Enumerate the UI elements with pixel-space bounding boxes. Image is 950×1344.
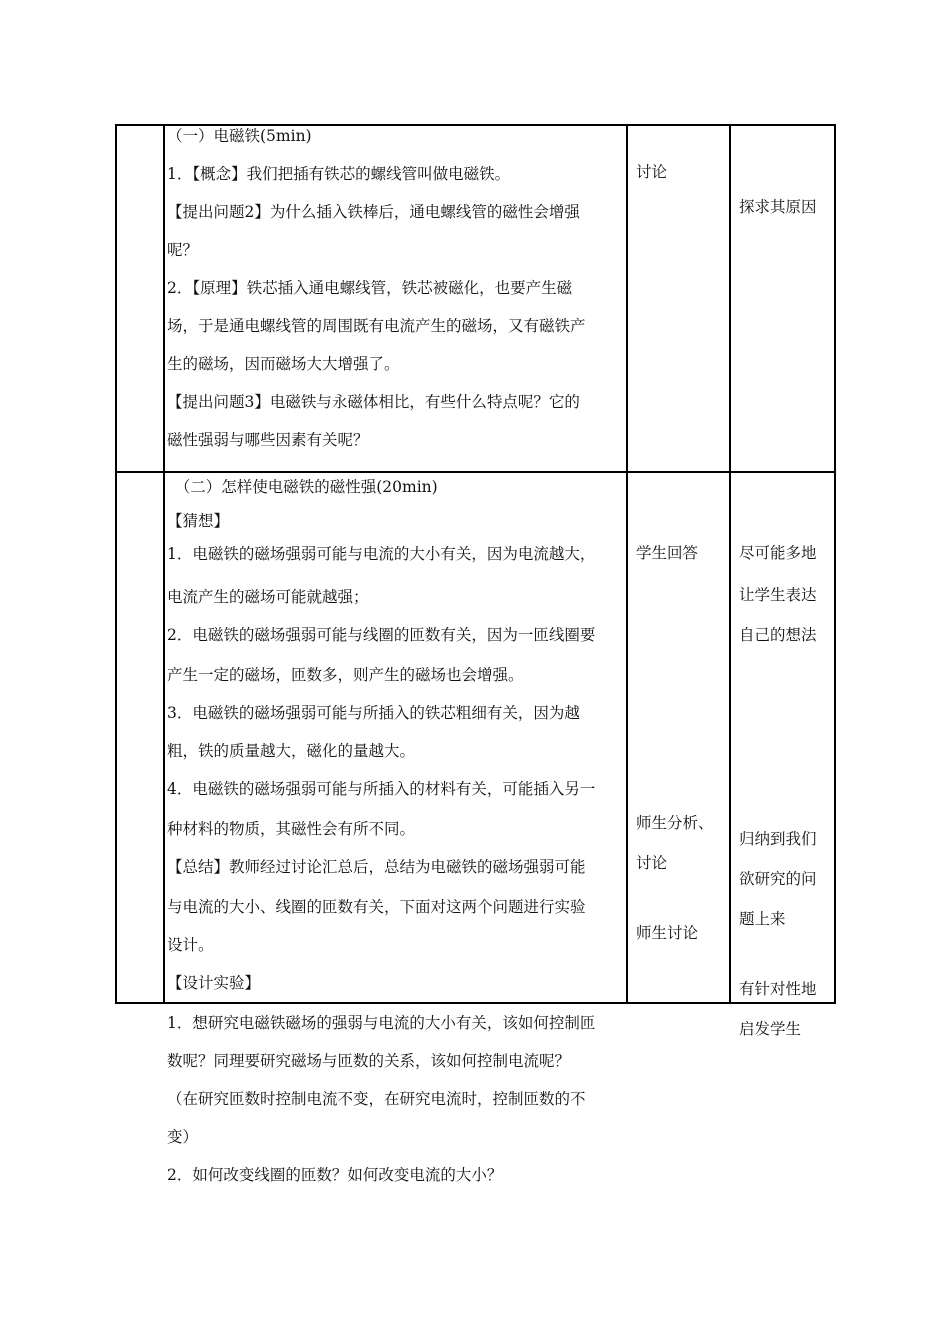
content-line: 1．电磁铁的磁场强弱可能与电流的大小有关，因为电流越大， (167, 545, 596, 563)
table-row (116, 125, 835, 472)
intent-text: 让学生表达 (739, 586, 817, 604)
content-line: 3．电磁铁的磁场强弱可能与所插入的铁芯粗细有关，因为越 (167, 704, 580, 722)
content-line: 【提出问题2】为什么插入铁棒后，通电螺线管的磁性会增强 (167, 203, 580, 221)
content-line: 【设计实验】 (167, 974, 261, 992)
content-line: 数呢？同理要研究磁场与匝数的关系，该如何控制电流呢？ (167, 1052, 571, 1070)
design-intent-cell (730, 472, 835, 1038)
content-line: 种材料的物质，其磁性会有所不同。 (167, 820, 416, 838)
content-line: 生的磁场，因而磁场大大增强了。 (167, 355, 400, 373)
content-line: 粗，铁的质量越大，磁化的量越大。 (167, 742, 416, 760)
intent-text: 尽可能多地 (739, 544, 817, 562)
content-line: 电流产生的磁场可能就越强； (167, 588, 369, 606)
content-line: 与电流的大小、线圈的匝数有关，下面对这两个问题进行实验 (167, 898, 586, 916)
intent-text: 有针对性地 (739, 980, 817, 998)
content-line: 变） (167, 1128, 199, 1146)
activity-text: 讨论 (636, 854, 668, 872)
content-line: 1．想研究电磁铁磁场的强弱与电流的大小有关，该如何控制匝 (167, 1014, 596, 1032)
content-line: 【猜想】 (167, 512, 230, 530)
content-line: 呢？ (167, 241, 199, 259)
lesson-plan-table (115, 124, 836, 1184)
content-line: 2．如何改变线圈的匝数？如何改变电流的大小？ (167, 1166, 503, 1184)
intent-text: 归纳到我们 (739, 830, 817, 848)
content-line: 场，于是通电螺线管的周围既有电流产生的磁场，又有磁铁产 (167, 317, 586, 335)
intent-text: 题上来 (739, 910, 786, 928)
content-line: 2．【原理】铁芯插入通电螺线管，铁芯被磁化，也要产生磁 (167, 279, 573, 297)
content-line: （在研究匝数时控制电流不变，在研究电流时，控制匝数的不 (167, 1090, 586, 1108)
table-row (116, 472, 835, 1003)
content-line: 设计。 (167, 936, 214, 954)
teaching-content-cell (164, 125, 627, 472)
intent-text: 自己的想法 (739, 626, 817, 644)
activity-text: 师生讨论 (636, 924, 699, 942)
empty-cell (116, 125, 164, 472)
content-line: 【总结】教师经过讨论汇总后，总结为电磁铁的磁场强弱可能 (167, 858, 586, 876)
content-line: 1．【概念】我们把插有铁芯的螺线管叫做电磁铁。 (167, 165, 511, 183)
intent-text: 探求其原因 (739, 198, 817, 216)
content-line: 4．电磁铁的磁场强弱可能与所插入的材料有关，可能插入另一 (167, 780, 596, 798)
activity-text: 讨论 (636, 163, 668, 181)
section-heading: （一）电磁铁(5min) (167, 127, 312, 145)
activity-text: 师生分析、 (636, 814, 714, 832)
content-line: 2．电磁铁的磁场强弱可能与线圈的匝数有关，因为一匝线圈要 (167, 626, 596, 644)
design-intent-cell (730, 125, 835, 472)
content-line: 产生一定的磁场，匝数多，则产生的磁场也会增强。 (167, 666, 524, 684)
content-line: 磁性强弱与哪些因素有关呢？ (167, 431, 369, 449)
section-heading: （二）怎样使电磁铁的磁性强(20min) (167, 478, 438, 496)
empty-cell (116, 472, 164, 1003)
intent-text: 启发学生 (739, 1020, 802, 1038)
intent-text: 欲研究的问 (739, 870, 817, 888)
activity-text: 学生回答 (636, 544, 699, 562)
student-activity-cell (627, 125, 730, 472)
student-activity-cell (627, 472, 730, 1003)
teaching-content-cell (164, 472, 627, 1184)
content-line: 【提出问题3】电磁铁与永磁体相比，有些什么特点呢？它的 (167, 393, 580, 411)
